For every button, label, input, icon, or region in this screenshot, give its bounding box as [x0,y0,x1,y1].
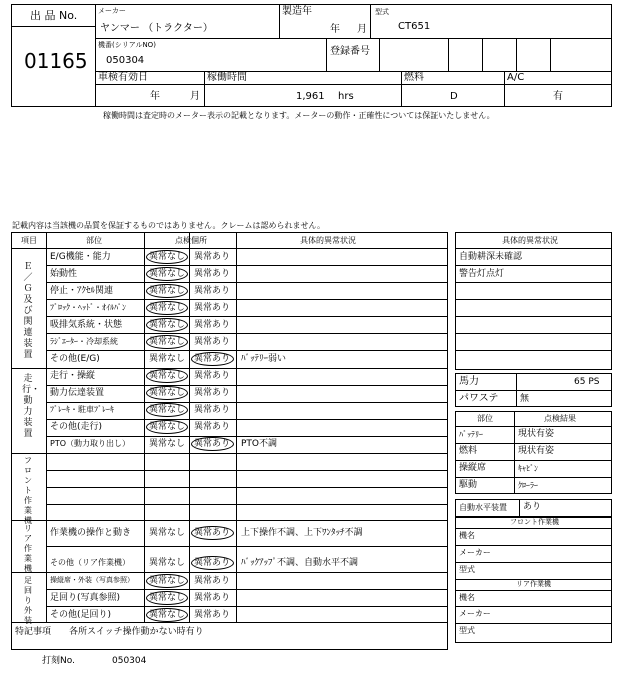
check-result: ｷｬﾋﾞﾝ [518,464,538,473]
col-check: 点検個所 [175,236,207,245]
maker-value: ヤンマー （トラクター） [100,23,213,34]
status-abnormal: 異常あり [194,354,231,364]
rear-model-label: 型式 [459,626,475,635]
front-title: フロント作業機 [510,518,559,526]
section-feet: 足回り外装 [24,576,32,625]
row-part: ﾌﾞﾚｰｷ・駐車ﾌﾞﾚｰｷ [50,405,114,414]
year-unit: 年 [330,24,340,35]
row-part: 停止・ｱｸｾﾙ関連 [50,286,114,296]
status-abnormal: 異常あり [194,593,231,603]
status-abnormal: 異常あり [194,303,231,313]
status-normal: 異常なし [149,354,186,364]
rear-maker-label: メーカー [459,609,491,618]
front-name-label: 機名 [459,531,475,540]
col-part: 部位 [86,236,102,245]
status-normal: 異常なし [149,528,186,538]
row-part: 走行・操縦 [50,371,96,381]
status-normal: 異常なし [149,439,186,449]
hours-unit: hrs [338,91,354,102]
hours-note: 稼働時間は査定時のメーター表示の記載となります。メーターの動作・正確性については保証いたしません。 [103,111,495,120]
check-part: 燃料 [459,446,478,456]
row-part: 始動性 [50,269,78,279]
row-part: その他(走行) [50,422,103,432]
row-part: ﾗｼﾞｴｰﾀｰ・冷却系統 [50,337,118,346]
check-result: ｸﾛｰﾗｰ [518,481,538,490]
special-value: 各所スイッチ操作動かない時有り [69,627,204,637]
col-item: 項目 [21,236,37,245]
row-part: ﾌﾞﾛｯｸ・ﾍｯﾄﾞ・ｵｲﾙﾊﾟﾝ [50,303,126,312]
status-normal: 異常なし [149,405,186,415]
serial-value: 050304 [106,55,145,66]
status-normal: 異常なし [149,269,186,279]
serial-label: 機番(シリアルNO) [98,41,156,49]
hours-label: 稼働時間 [207,72,247,83]
fuel-value: D [450,91,458,102]
status-abnormal: 異常あり [194,528,231,538]
row-part: 動力伝達装置 [50,388,105,398]
horsepower-value: 65 PS [574,377,600,387]
row-detail: ﾊﾞｯｸｱｯﾌﾟ不調、自動水平不調 [241,558,359,568]
power-steering-value: 無 [520,394,530,404]
check-part: 操縦席 [459,463,487,473]
row-part: 吸排気系統・状態 [50,320,123,330]
status-normal: 異常なし [149,252,186,262]
row-detail: PTO不調 [241,439,278,449]
status-normal: 異常なし [149,320,186,330]
right-line: 警告灯点灯 [459,269,505,279]
front-model-label: 型式 [459,565,475,574]
inspection-month-unit: 月 [190,91,200,102]
lot-number: 01165 [24,49,88,73]
stamp-label: 打刻No. [42,656,75,666]
auto-level-label: 自動水平装置 [459,503,507,512]
status-normal: 異常なし [149,303,186,313]
status-abnormal: 異常あり [194,337,231,347]
section-engine: Ｅ／Ｇ及び関連装置 [23,262,33,360]
row-part: その他(E/G) [50,354,100,364]
status-abnormal: 異常あり [194,371,231,381]
hours-value: 1,961 [296,91,325,102]
check-part-header: 部位 [477,414,493,423]
row-part: 操縦席・外装（写真参照） [50,576,134,584]
status-abnormal: 異常あり [194,439,231,449]
registration-label: 登録番号 [330,46,370,57]
status-abnormal: 異常あり [194,422,231,432]
status-normal: 異常なし [149,576,186,586]
row-detail: 上下操作不調、上下ﾜﾝﾀｯﾁ不調 [241,528,363,538]
check-result-header: 点検結果 [544,414,576,423]
status-normal: 異常なし [149,337,186,347]
status-abnormal: 異常あり [194,576,231,586]
year-label: 製造年 [282,6,312,17]
lot-label: 出 品 No. [30,9,78,22]
status-abnormal: 異常あり [194,269,231,279]
stamp-value: 050304 [112,656,147,666]
special-label: 特記事項 [15,627,52,637]
month-unit: 月 [357,24,367,35]
status-abnormal: 異常あり [194,286,231,296]
status-normal: 異常なし [149,388,186,398]
status-normal: 異常なし [149,593,186,603]
status-abnormal: 異常あり [194,252,231,262]
status-abnormal: 異常あり [194,320,231,330]
status-abnormal: 異常あり [194,558,231,568]
status-normal: 異常なし [149,422,186,432]
auto-level-value: あり [523,502,542,512]
section-front: フロント作業機 [24,456,32,525]
ac-label: A/C [507,72,525,83]
row-part: その他（リア作業機） [50,558,130,567]
model-label: 型式 [375,8,389,16]
model-value: CT651 [398,21,431,32]
status-normal: 異常なし [149,610,186,620]
fuel-label: 燃料 [404,72,424,83]
check-part: ﾊﾞｯﾃﾘｰ [459,430,483,439]
row-part: PTO（動力取り出し） [50,439,131,448]
check-result: 現状有姿 [518,446,555,456]
power-steering-label: パワステ [459,393,499,404]
right-line: 自動耕深未確認 [459,252,523,262]
ac-value: 有 [553,91,563,102]
status-abnormal: 異常あり [194,405,231,415]
section-travel: 走行・動力装置 [22,374,41,439]
horsepower-label: 馬力 [459,376,479,387]
col-detail: 具体的異常状況 [300,236,356,245]
front-maker-label: メーカー [459,548,491,557]
status-normal: 異常なし [149,558,186,568]
row-part: その他(足回り) [50,610,112,620]
right-title: 具体的異常状況 [502,236,558,245]
row-detail: ﾊﾞｯﾃﾘｰ弱い [241,354,287,364]
inspection-label: 車検有効日 [98,72,148,83]
section-rear: リア作業機 [24,524,32,573]
check-result: 現状有姿 [518,429,555,439]
maker-label: メーカー [98,7,126,15]
status-normal: 異常なし [149,286,186,296]
inspection-year-unit: 年 [150,91,160,102]
status-abnormal: 異常あり [194,388,231,398]
status-abnormal: 異常あり [194,610,231,620]
disclaimer: 記載内容は当該機の品質を保証するものではありません。クレームは認められません。 [12,221,325,230]
row-part: 作業機の操作と動き [50,528,132,538]
check-part: 駆動 [459,480,478,490]
row-part: 足回り(写真参照) [50,593,121,603]
row-part: E/G機能・能力 [50,252,111,262]
rear-title: リア作業機 [516,580,551,588]
status-normal: 異常なし [149,371,186,381]
rear-name-label: 機名 [459,593,475,602]
